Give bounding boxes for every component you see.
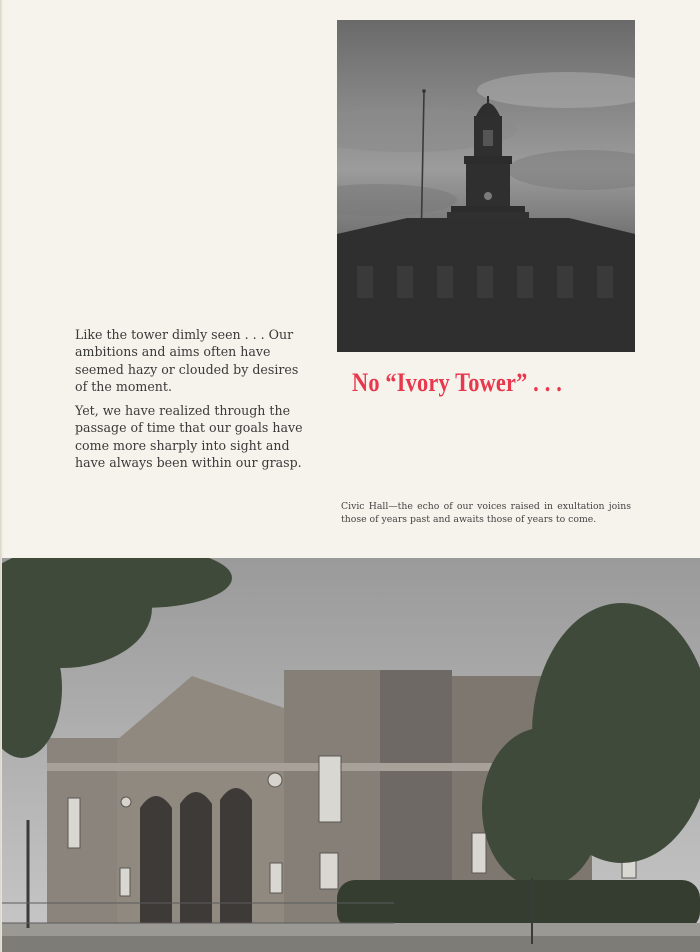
civic-hall-photo xyxy=(2,558,700,952)
intro-text xyxy=(75,326,307,478)
intro-paragraph-1: Like the tower dimly seen . . . Our ambitions and aims often have seemed hazy or clouded by desires of the moment. xyxy=(75,327,299,394)
headline: No “Ivory Tower” . . . xyxy=(352,368,563,397)
photo-caption: Civic Hall—the echo of our voices raised in exultation joins those of years past and awaits those of years to come. xyxy=(341,501,631,525)
tower-silhouette-photo xyxy=(337,20,635,352)
intro-paragraph-2: Yet, we have realized through the passage of time that our goals have come more sharply into sight and have always been within our grasp. xyxy=(75,403,303,471)
